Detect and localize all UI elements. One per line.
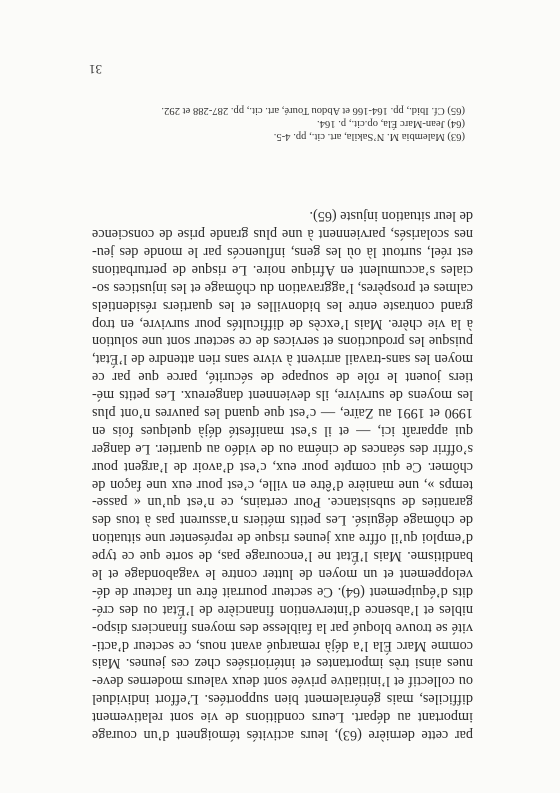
text-line: de leur situation injuste (65). bbox=[309, 208, 473, 225]
text-line: grand contraste entre les bidonvilles et les quartiers résidentiels bbox=[92, 297, 473, 314]
text-line: de chômage déguisé. Les petits métiers n’assurent pas à tous des bbox=[92, 512, 473, 529]
text-line: d’emploi qu’il offre aux jeunes risque de représenter une situation bbox=[92, 530, 473, 547]
text-line: qui apparaît ici, — et il s’est manifesté déjà quelques fois en bbox=[92, 422, 473, 439]
text-line: les moyens de survivre, ils deviennent dangereux. Les petits mé- bbox=[92, 387, 473, 404]
text-line: tiers jouent le rôle de soupape de sécurité, parce que par ce bbox=[92, 369, 473, 386]
text-line: ciales s’accumulent en Afrique noire. Le risque de perturbations bbox=[92, 261, 473, 278]
text-line: comme Marc Éla l’a déjà remarqué avant nous, ce secteur d’acti- bbox=[92, 637, 473, 654]
text-line: temps », une manière d’être en ville, c’est pour eux une façon de bbox=[92, 476, 473, 493]
text-line: dits d’équipement (64). Ce secteur pourrait être un facteur de dé- bbox=[92, 583, 473, 600]
footnote-64: (64) Jean-Marc Éla, op.cit., p. 164. bbox=[317, 117, 465, 129]
footnote-65: (65) Cf. Ibid., pp. 164-166 et Abdou Touré, art. cit., pp. 287-288 et 292. bbox=[161, 104, 465, 116]
body-text bbox=[92, 206, 473, 743]
text-line: important au départ. Leurs conditions de vie sont relativement bbox=[92, 709, 473, 726]
text-line: banditisme. Mais l’État ne l’encourage pas, de sorte que ce type bbox=[92, 548, 473, 565]
text-line: par cette dernière (63), leurs activités témoignent d’un courage bbox=[92, 727, 473, 743]
text-line: garanties de subsistance. Pour certains, ce n’est qu’un « passe- bbox=[92, 494, 473, 511]
page-number: 31 bbox=[89, 62, 102, 77]
text-line: chômer. Ce qui compte pour eux, c’est d’avoir de l’argent pour bbox=[92, 458, 473, 475]
text-line: puisque les productions et services de ce secteur sont une solution bbox=[92, 333, 473, 350]
text-line: nes scolarisés, parviennent à une plus grande prise de conscience bbox=[92, 226, 473, 243]
text-line: s’offrir des séances de cinéma ou de vidéo au quartier. Le danger bbox=[92, 440, 473, 457]
text-line: vité se trouve bloqué par la faiblesse des moyens financiers dispo- bbox=[92, 619, 473, 636]
text-line: nues ainsi très importantes et intériorisées chez ces jeunes. Mais bbox=[92, 655, 473, 672]
text-line: à la vie chère. Mais l’excès de difficultés pour survivre, en trop bbox=[92, 315, 473, 332]
text-line: nibles et l’absence d’intervention financière de l’État ou des cré- bbox=[92, 601, 473, 618]
text-line: est réel, surtout là où les gens, influencés par le monde des jeu- bbox=[92, 243, 473, 260]
footnotes bbox=[95, 103, 465, 143]
text-line: difficiles, mais généralement bien supportées. L’effort individuel bbox=[92, 691, 473, 708]
text-line: ou collectif et l’initiative privée sont deux valeurs modernes deve- bbox=[92, 673, 473, 690]
text-line: 1990 et 1991 au Zaïre, — c’est que quand les pauvres n’ont plus bbox=[92, 404, 473, 421]
footnote-63: (63) Malembia M. N’Sakila, art. cit., pp. 4-5. bbox=[273, 131, 465, 142]
text-line: calmes et prospères, l’aggravation du chômage et les injustices so- bbox=[92, 279, 473, 296]
text-line: moyen les sans-travail arrivent à vivre sans rien attendre de l’État, bbox=[92, 351, 473, 368]
text-line: veloppement et un moyen de lutter contre le vagabondage et le bbox=[92, 565, 473, 582]
